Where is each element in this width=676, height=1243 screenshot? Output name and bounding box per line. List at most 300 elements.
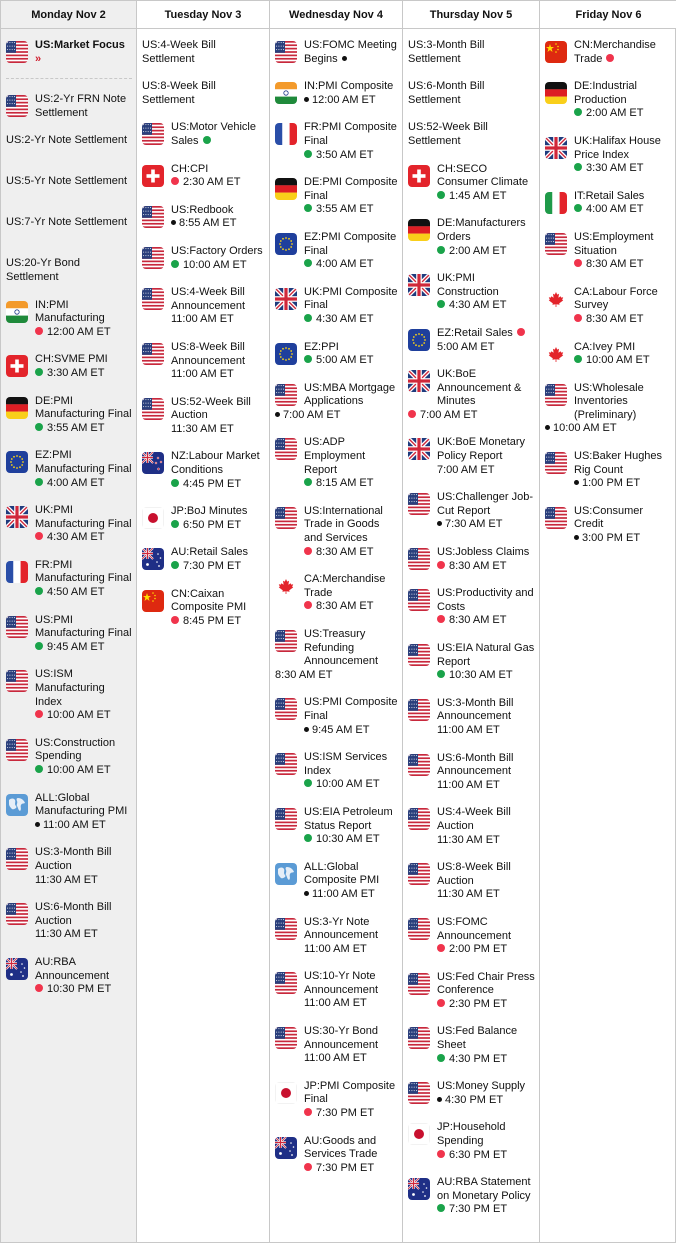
- event-time: 3:30 AM ET: [47, 366, 105, 379]
- event-item[interactable]: [408, 436, 535, 477]
- high-impact-dot-icon: [171, 616, 179, 624]
- event-title: US:3-Month Bill Settlement: [408, 39, 485, 65]
- event-title: US:52-Week Bill Auction: [171, 395, 251, 422]
- event-title: UK:BoE Monetary Policy Report: [437, 436, 526, 463]
- event-item[interactable]: [408, 697, 535, 738]
- medium-impact-dot-icon: [171, 479, 179, 487]
- event-title: ALL:Global Manufacturing PMI: [35, 791, 128, 818]
- event-time: 11:30 AM ET: [171, 422, 234, 435]
- event-time: 11:00 AM ET: [171, 368, 234, 381]
- us-flag-icon: [6, 41, 28, 63]
- ch-flag-icon: [142, 165, 164, 187]
- event-title: US:Redbook: [171, 203, 234, 216]
- day-header: Friday Nov 6: [540, 1, 676, 29]
- event-time: 8:30 AM ET: [586, 312, 644, 325]
- event-item[interactable]: [545, 341, 673, 368]
- event-item[interactable]: [275, 176, 398, 217]
- event-item[interactable]: [275, 1025, 398, 1066]
- event-time: 4:50 AM ET: [47, 586, 105, 599]
- event-item[interactable]: [142, 505, 265, 532]
- event-title: US:FOMC Announcement: [437, 915, 511, 942]
- medium-impact-dot-icon: [574, 204, 582, 212]
- event-title: DE:PMI Composite Final: [304, 176, 398, 202]
- cn-flag-icon: [142, 590, 164, 612]
- event-item[interactable]: [408, 80, 535, 107]
- event-time: 8:30 AM ET: [316, 600, 374, 613]
- event-title: EZ:PMI Composite Final: [304, 230, 397, 257]
- event-title: US:8-Week Bill Auction: [437, 861, 511, 887]
- event-item[interactable]: [545, 450, 673, 491]
- event-time: 11:00 AM ET: [304, 942, 367, 955]
- event-item[interactable]: [6, 901, 132, 942]
- medium-impact-dot-icon: [304, 355, 312, 363]
- event-title: AU:Retail Sales: [171, 546, 249, 559]
- us-flag-icon: [408, 863, 430, 885]
- jp-flag-icon: [408, 1123, 430, 1145]
- medium-impact-dot-icon: [304, 259, 312, 267]
- event-time: 2:30 AM ET: [183, 176, 241, 189]
- event-time: 2:30 PM ET: [449, 997, 508, 1010]
- event-title: CH:SECO Consumer Climate: [437, 162, 529, 189]
- event-title: AU:Goods and Services Trade: [304, 1134, 378, 1161]
- medium-impact-dot-icon: [574, 108, 582, 116]
- event-item[interactable]: [142, 588, 265, 629]
- world-icon: [275, 863, 297, 885]
- event-item[interactable]: [408, 752, 535, 793]
- event-title: FR:PMI Manufacturing Final: [35, 558, 132, 585]
- event-time: 7:00 AM ET: [437, 463, 495, 476]
- event-title: US:2-Yr Note Settlement: [6, 134, 128, 147]
- low-impact-dot-icon: [304, 727, 309, 732]
- high-impact-dot-icon: [304, 1163, 312, 1171]
- medium-impact-dot-icon: [35, 423, 43, 431]
- event-time: 9:45 AM ET: [312, 723, 370, 736]
- us-flag-icon: [545, 384, 567, 406]
- event-title: EZ:PPI: [304, 340, 339, 353]
- cn-flag-icon: [545, 41, 567, 63]
- us-flag-icon: [408, 918, 430, 940]
- event-item[interactable]: [408, 1025, 535, 1066]
- event-item[interactable]: [6, 39, 132, 66]
- event-title: FR:PMI Composite Final: [304, 121, 397, 147]
- us-flag-icon: [275, 698, 297, 720]
- event-title: US:30-Yr Bond Announcement: [304, 1025, 378, 1051]
- event-time: 11:00 AM ET: [304, 1052, 367, 1065]
- event-item[interactable]: [545, 135, 673, 176]
- event-title: EZ:PMI Manufacturing Final: [35, 449, 132, 475]
- event-item[interactable]: [545, 231, 673, 272]
- event-item[interactable]: [275, 861, 398, 902]
- event-item[interactable]: [275, 696, 398, 737]
- event-title: UK:Halifax House Price Index: [574, 134, 661, 161]
- event-item[interactable]: [6, 956, 132, 997]
- event-item[interactable]: [408, 121, 535, 148]
- us-flag-icon: [408, 699, 430, 721]
- us-flag-icon: [275, 438, 297, 460]
- event-item[interactable]: [142, 450, 265, 491]
- uk-flag-icon: [6, 506, 28, 528]
- event-title: JP:BoJ Minutes: [171, 505, 248, 518]
- world-icon: [6, 794, 28, 816]
- high-impact-dot-icon: [437, 999, 445, 1007]
- medium-impact-dot-icon: [171, 520, 179, 528]
- us-flag-icon: [545, 507, 567, 529]
- event-time: 11:30 AM ET: [35, 928, 98, 941]
- event-title: DE:PMI Manufacturing Final: [35, 394, 132, 421]
- us-flag-icon: [6, 848, 28, 870]
- event-item[interactable]: [6, 299, 132, 340]
- event-item[interactable]: [142, 80, 265, 107]
- us-flag-icon: [408, 589, 430, 611]
- section-divider: [6, 78, 132, 79]
- event-item[interactable]: [6, 395, 132, 436]
- medium-impact-dot-icon: [35, 765, 43, 773]
- us-flag-icon: [275, 972, 297, 994]
- us-flag-icon: [275, 384, 297, 406]
- event-title: CA:Ivey PMI: [574, 340, 636, 353]
- event-item[interactable]: [408, 587, 535, 628]
- us-flag-icon: [6, 739, 28, 761]
- event-time: 10:00 AM ET: [586, 354, 650, 367]
- us-flag-icon: [408, 644, 430, 666]
- event-time: 11:00 AM ET: [437, 723, 500, 736]
- uk-flag-icon: [408, 274, 430, 296]
- event-time: 11:00 AM ET: [43, 818, 106, 831]
- eu-flag-icon: [408, 329, 430, 351]
- event-item[interactable]: [275, 80, 398, 107]
- us-flag-icon: [6, 616, 28, 638]
- event-item[interactable]: [408, 806, 535, 847]
- event-item[interactable]: [545, 80, 673, 121]
- event-item[interactable]: [408, 327, 535, 354]
- event-time: 10:00 AM ET: [47, 709, 111, 722]
- event-item[interactable]: [408, 39, 535, 66]
- low-impact-dot-icon: [437, 1097, 442, 1102]
- event-title: US:6-Month Bill Settlement: [408, 80, 485, 106]
- event-item[interactable]: [408, 368, 535, 422]
- day-column-wednesday-nov-4: [270, 1, 403, 1242]
- us-flag-icon: [275, 753, 297, 775]
- event-item[interactable]: [408, 491, 535, 532]
- event-item[interactable]: [275, 286, 398, 327]
- event-time: 8:30 AM ET: [275, 668, 333, 681]
- event-item[interactable]: [275, 916, 398, 957]
- low-impact-dot-icon: [437, 521, 442, 526]
- event-item[interactable]: [545, 190, 673, 217]
- event-item[interactable]: [142, 204, 265, 231]
- event-item[interactable]: [275, 806, 398, 847]
- low-impact-dot-icon: [35, 822, 40, 827]
- us-flag-icon: [142, 247, 164, 269]
- event-item[interactable]: [6, 614, 132, 655]
- medium-impact-dot-icon: [203, 136, 211, 144]
- event-title: US:Fed Chair Press Conference: [437, 970, 535, 997]
- us-flag-icon: [142, 206, 164, 228]
- event-time: 8:30 AM ET: [449, 559, 507, 572]
- de-flag-icon: [545, 82, 567, 104]
- event-item[interactable]: [6, 559, 132, 600]
- de-flag-icon: [6, 397, 28, 419]
- day-column-friday-nov-6: [540, 1, 676, 1242]
- high-impact-dot-icon: [35, 532, 43, 540]
- event-time: 3:50 AM ET: [316, 148, 374, 161]
- event-item[interactable]: [142, 121, 265, 148]
- event-item[interactable]: [6, 737, 132, 778]
- event-item[interactable]: [275, 382, 398, 423]
- event-time: 7:00 AM ET: [283, 408, 341, 421]
- medium-impact-dot-icon: [437, 300, 445, 308]
- us-flag-icon: [545, 233, 567, 255]
- event-time: 11:30 AM ET: [437, 888, 500, 901]
- event-item[interactable]: [275, 751, 398, 792]
- event-item[interactable]: [142, 546, 265, 573]
- event-title: US:3-Month Bill Auction: [35, 846, 112, 872]
- us-flag-icon: [275, 630, 297, 652]
- event-time: 4:30 PM ET: [445, 1093, 504, 1106]
- event-title: US:MBA Mortgage Applications: [304, 381, 396, 408]
- event-time: 6:50 PM ET: [183, 518, 242, 531]
- event-item[interactable]: [6, 353, 132, 380]
- event-item[interactable]: [142, 39, 265, 66]
- event-title: US:8-Week Bill Announcement: [171, 340, 245, 367]
- low-impact-dot-icon: [171, 220, 176, 225]
- event-title: DE:Industrial Production: [574, 80, 637, 106]
- event-time: 4:30 AM ET: [449, 299, 507, 312]
- event-item[interactable]: [6, 216, 132, 243]
- in-flag-icon: [6, 301, 28, 323]
- event-item[interactable]: [142, 396, 265, 437]
- event-time: 3:30 AM ET: [586, 162, 644, 175]
- high-impact-dot-icon: [304, 547, 312, 555]
- event-title: US:PMI Composite Final: [304, 696, 398, 722]
- event-item[interactable]: [545, 286, 673, 327]
- event-time: 2:00 AM ET: [449, 244, 507, 257]
- event-time: 10:30 AM ET: [449, 669, 513, 682]
- high-impact-dot-icon: [574, 259, 582, 267]
- event-item[interactable]: [408, 861, 535, 902]
- low-impact-dot-icon: [342, 56, 347, 61]
- medium-impact-dot-icon: [171, 260, 179, 268]
- event-title-link[interactable]: US:Market Focus »: [35, 39, 125, 65]
- us-flag-icon: [275, 41, 297, 63]
- event-time: 6:30 PM ET: [449, 1148, 508, 1161]
- high-impact-dot-icon: [437, 944, 445, 952]
- event-item[interactable]: [275, 573, 398, 614]
- us-flag-icon: [408, 548, 430, 570]
- event-time: 1:45 AM ET: [449, 189, 507, 202]
- high-impact-dot-icon: [606, 54, 614, 62]
- event-item[interactable]: [545, 382, 673, 436]
- event-item[interactable]: [6, 449, 132, 490]
- us-flag-icon: [142, 343, 164, 365]
- it-flag-icon: [545, 192, 567, 214]
- event-title: CN:Caixan Composite PMI: [171, 587, 247, 614]
- day-header: Wednesday Nov 4: [270, 1, 402, 29]
- event-time: 5:00 AM ET: [437, 340, 495, 353]
- event-item[interactable]: [142, 341, 265, 382]
- event-item[interactable]: [142, 286, 265, 327]
- event-item[interactable]: [6, 134, 132, 161]
- medium-impact-dot-icon: [171, 561, 179, 569]
- event-item[interactable]: [275, 436, 398, 490]
- event-title: US:Jobless Claims: [437, 546, 530, 559]
- event-item[interactable]: [6, 93, 132, 120]
- us-flag-icon: [408, 808, 430, 830]
- au-flag-icon: [408, 1178, 430, 1200]
- high-impact-dot-icon: [517, 328, 525, 336]
- event-title: JP:PMI Composite Final: [304, 1079, 396, 1106]
- event-item[interactable]: [275, 628, 398, 682]
- event-title: ALL:Global Composite PMI: [304, 860, 380, 887]
- event-time: 3:00 PM ET: [582, 532, 641, 545]
- event-item[interactable]: [545, 39, 673, 66]
- event-time: 10:30 AM ET: [316, 833, 380, 846]
- event-item[interactable]: [275, 1135, 398, 1176]
- event-item[interactable]: [408, 163, 535, 204]
- high-impact-dot-icon: [437, 561, 445, 569]
- medium-impact-dot-icon: [304, 478, 312, 486]
- medium-impact-dot-icon: [35, 478, 43, 486]
- event-title: NZ:Labour Market Conditions: [171, 450, 260, 477]
- event-time: 12:00 AM ET: [47, 325, 111, 338]
- low-impact-dot-icon: [545, 425, 550, 430]
- au-flag-icon: [142, 548, 164, 570]
- event-item[interactable]: [408, 916, 535, 957]
- event-title: US:Construction Spending: [35, 736, 116, 763]
- event-item[interactable]: [275, 970, 398, 1011]
- event-item[interactable]: [6, 504, 132, 545]
- event-time: 10:30 PM ET: [47, 983, 112, 996]
- event-time: 2:00 PM ET: [449, 943, 508, 956]
- event-time: 11:30 AM ET: [35, 873, 98, 886]
- de-flag-icon: [408, 219, 430, 241]
- event-item[interactable]: [275, 39, 398, 66]
- us-flag-icon: [6, 903, 28, 925]
- event-item[interactable]: [408, 272, 535, 313]
- event-item[interactable]: [6, 257, 132, 284]
- event-title: US:7-Yr Note Settlement: [6, 216, 128, 229]
- event-title: US:Motor Vehicle Sales: [171, 121, 256, 147]
- high-impact-dot-icon: [35, 327, 43, 335]
- event-item[interactable]: [142, 163, 265, 190]
- event-item[interactable]: [142, 245, 265, 272]
- low-impact-dot-icon: [275, 412, 280, 417]
- medium-impact-dot-icon: [574, 355, 582, 363]
- medium-impact-dot-icon: [35, 642, 43, 650]
- event-time: 10:00 AM ET: [183, 258, 247, 271]
- event-title: US:8-Week Bill Settlement: [142, 80, 216, 106]
- event-title: DE:Manufacturers Orders: [437, 217, 526, 243]
- event-item[interactable]: [408, 1121, 535, 1162]
- event-title: US:2-Yr FRN Note Settlement: [35, 93, 127, 119]
- event-time: 4:45 PM ET: [183, 477, 242, 490]
- day-header: Tuesday Nov 3: [137, 1, 269, 29]
- event-title: US:EIA Natural Gas Report: [437, 642, 535, 668]
- event-time: 7:30 PM ET: [316, 1161, 375, 1174]
- ca-flag-icon: [275, 575, 297, 597]
- event-time: 7:30 PM ET: [183, 560, 242, 573]
- event-item[interactable]: [408, 642, 535, 683]
- medium-impact-dot-icon: [304, 150, 312, 158]
- low-impact-dot-icon: [304, 891, 309, 896]
- event-item[interactable]: [275, 505, 398, 559]
- jp-flag-icon: [142, 507, 164, 529]
- medium-impact-dot-icon: [437, 670, 445, 678]
- event-item[interactable]: [408, 217, 535, 258]
- ca-flag-icon: [545, 288, 567, 310]
- event-time: 10:00 AM ET: [47, 764, 111, 776]
- event-item[interactable]: [545, 505, 673, 546]
- event-title: US:ISM Manufacturing Index: [35, 668, 105, 708]
- us-flag-icon: [275, 918, 297, 940]
- medium-impact-dot-icon: [304, 204, 312, 212]
- event-item[interactable]: [275, 231, 398, 272]
- nz-flag-icon: [142, 452, 164, 474]
- event-item[interactable]: [6, 175, 132, 202]
- event-title: US:4-Week Bill Auction: [437, 806, 511, 832]
- event-title: US:Treasury Refunding Announcement: [304, 628, 378, 668]
- de-flag-icon: [275, 178, 297, 200]
- event-item[interactable]: [408, 1080, 535, 1107]
- event-title: IN:PMI Composite: [304, 80, 394, 93]
- event-title: US:5-Yr Note Settlement: [6, 175, 128, 188]
- event-time: 4:00 AM ET: [586, 203, 644, 216]
- medium-impact-dot-icon: [304, 834, 312, 842]
- event-title: US:Wholesale Inventories (Preliminary): [574, 381, 644, 421]
- event-title: US:Baker Hughes Rig Count: [574, 450, 663, 476]
- event-time: 4:00 AM ET: [316, 258, 374, 271]
- medium-impact-dot-icon: [35, 368, 43, 376]
- us-flag-icon: [408, 1082, 430, 1104]
- event-title: CA:Labour Force Survey: [574, 285, 658, 312]
- event-item[interactable]: [6, 846, 132, 887]
- high-impact-dot-icon: [304, 1108, 312, 1116]
- uk-flag-icon: [545, 137, 567, 159]
- event-time: 11:00 AM ET: [171, 313, 234, 326]
- event-title: UK:PMI Construction: [437, 272, 499, 298]
- event-item[interactable]: [6, 668, 132, 722]
- event-title: CH:CPI: [171, 162, 209, 175]
- us-flag-icon: [408, 493, 430, 515]
- medium-impact-dot-icon: [437, 1054, 445, 1062]
- event-title: US:ISM Services Index: [304, 751, 388, 777]
- event-item[interactable]: [6, 792, 132, 833]
- medium-impact-dot-icon: [437, 246, 445, 254]
- event-title: US:International Trade in Goods and Services: [304, 504, 383, 545]
- medium-impact-dot-icon: [437, 1204, 445, 1212]
- day-column-thursday-nov-5: [403, 1, 540, 1242]
- day-column-tuesday-nov-3: [137, 1, 270, 1242]
- event-time: 8:30 AM ET: [449, 614, 507, 627]
- eu-flag-icon: [275, 233, 297, 255]
- event-title: US:20-Yr Bond Settlement: [6, 257, 80, 283]
- event-time: 11:30 AM ET: [437, 833, 500, 846]
- event-title: US:3-Month Bill Announcement: [437, 696, 514, 723]
- event-title: JP:Household Spending: [437, 1121, 506, 1148]
- event-title: US:Challenger Job-Cut Report: [437, 491, 533, 517]
- event-item[interactable]: [408, 546, 535, 573]
- event-item[interactable]: [275, 341, 398, 368]
- event-item[interactable]: [275, 1080, 398, 1121]
- event-title: US:Fed Balance Sheet: [437, 1025, 518, 1052]
- event-item[interactable]: [275, 121, 398, 162]
- us-flag-icon: [142, 123, 164, 145]
- event-time: 4:00 AM ET: [47, 476, 105, 489]
- event-item[interactable]: [408, 971, 535, 1012]
- jp-flag-icon: [275, 1082, 297, 1104]
- event-time: 8:30 AM ET: [586, 258, 644, 271]
- event-item[interactable]: [408, 1176, 535, 1217]
